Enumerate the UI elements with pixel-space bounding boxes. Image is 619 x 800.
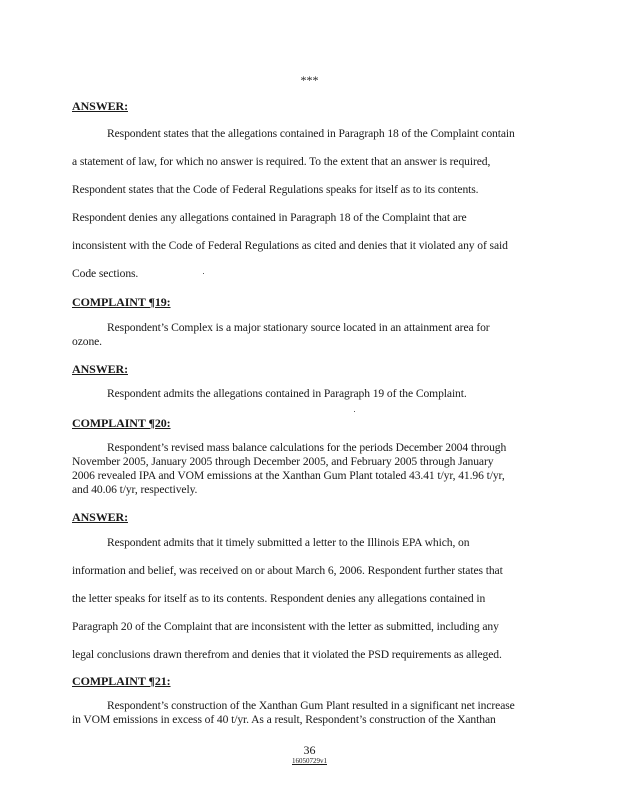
- document-id: 16050729v1: [292, 757, 327, 765]
- complaint-20-heading: COMPLAINT ¶20:: [72, 416, 171, 430]
- separator-stars: ***: [300, 73, 319, 87]
- complaint-20-line: and 40.06 t/yr, respectively.: [72, 483, 198, 496]
- answer-20-heading: ANSWER:: [72, 510, 128, 524]
- complaint-20-line: 2006 revealed IPA and VOM emissions at the Xanthan Gum Plant totaled 43.41 t/yr, 41.96 t/yr,: [72, 469, 505, 482]
- answer-18-line: Code sections.: [72, 267, 139, 280]
- answer-20-line: Respondent admits that it timely submitted a letter to the Illinois EPA which, on: [107, 536, 470, 549]
- answer-18-line: inconsistent with the Code of Federal Regulations as cited and denies that it violated any of said: [72, 239, 508, 252]
- answer-18-line: Respondent states that the Code of Federal Regulations speaks for itself as to its contents.: [72, 183, 479, 196]
- complaint-21-heading: COMPLAINT ¶21:: [72, 674, 171, 688]
- complaint-20-line: Respondent’s revised mass balance calculations for the periods December 2004 through: [107, 441, 507, 454]
- complaint-21-line: in VOM emissions in excess of 40 t/yr. As a result, Respondent’s construction of the Xanthan: [72, 713, 496, 726]
- answer-20-line: Paragraph 20 of the Complaint that are inconsistent with the letter as submitted, including any: [72, 620, 499, 633]
- complaint-19-line: ozone.: [72, 335, 102, 348]
- answer-18-line: Respondent denies any allegations contained in Paragraph 18 of the Complaint that are: [72, 211, 467, 224]
- answer-18-line: Respondent states that the allegations contained in Paragraph 18 of the Complaint contain: [107, 127, 515, 140]
- complaint-21-line: Respondent’s construction of the Xanthan Gum Plant resulted in a significant net increase: [107, 699, 515, 712]
- answer-20-line: legal conclusions drawn therefrom and denies that it violated the PSD requirements as alleged.: [72, 648, 502, 661]
- scan-speck: [203, 273, 204, 274]
- answer-20-line: information and belief, was received on or about March 6, 2006. Respondent further states that: [72, 564, 503, 577]
- answer-20-line: the letter speaks for itself as to its contents. Respondent denies any allegations contained in: [72, 592, 486, 605]
- page-number: 36: [303, 743, 316, 757]
- complaint-19-line: Respondent’s Complex is a major stationary source located in an attainment area for: [107, 321, 490, 334]
- answer-19-heading: ANSWER:: [72, 362, 128, 376]
- answer-19-line: Respondent admits the allegations contained in Paragraph 19 of the Complaint.: [107, 387, 467, 400]
- complaint-19-heading: COMPLAINT ¶19:: [72, 295, 171, 309]
- scan-speck: [354, 411, 355, 412]
- answer-18-heading: ANSWER:: [72, 99, 128, 113]
- answer-18-line: a statement of law, for which no answer is required. To the extent that an answer is required,: [72, 155, 491, 168]
- complaint-20-line: November 2005, January 2005 through December 2005, and February 2005 through January: [72, 455, 494, 468]
